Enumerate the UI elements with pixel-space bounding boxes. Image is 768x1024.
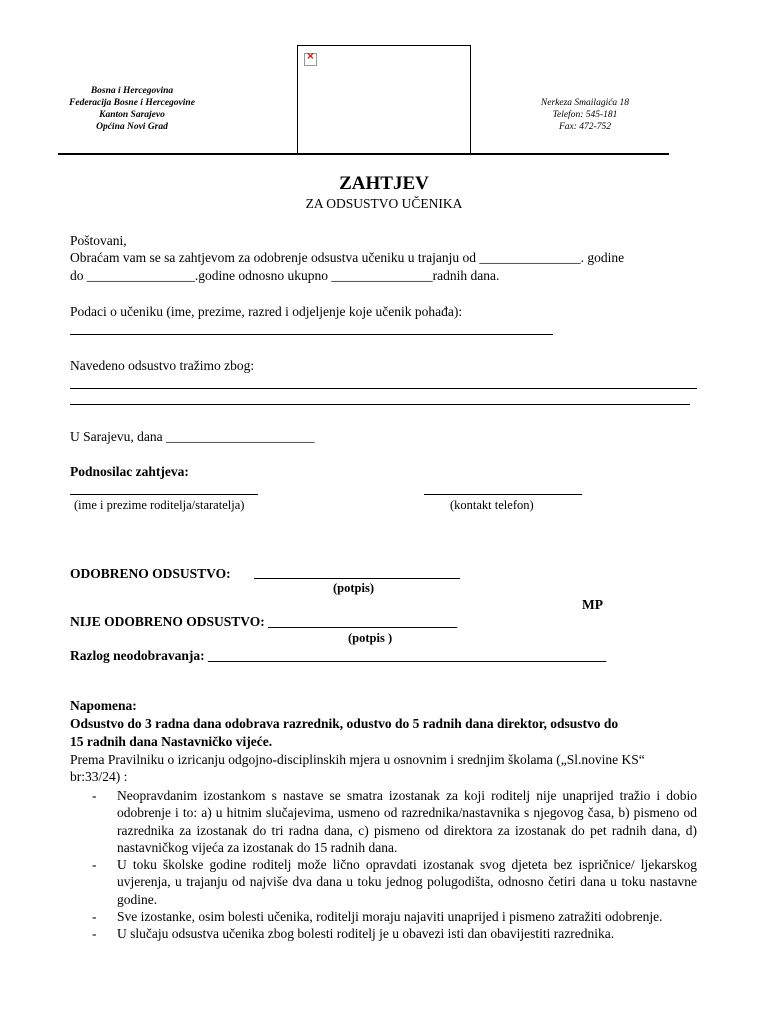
applicant-name-field[interactable] [70,494,258,495]
stamp-placeholder: MP [582,597,603,612]
fax-line: Fax: 472-752 [559,122,611,132]
list-item-text: Sve izostanke, osim bolesti učenika, roditelji moraju najaviti unaprijed i pismeno zatražiti odobrenje. [117,909,663,925]
regulation-line-2: br:33/24) : [70,769,128,784]
bullet-dash: - [92,857,97,873]
reason-label: Navedeno odsustvo tražimo zbog: [70,358,255,373]
signature-caption-1: (potpis) [333,581,374,595]
document-subtitle: ZA ODSUSTVO UČENIKA [305,196,463,211]
bullet-dash: - [92,926,97,942]
place-date-line: U Sarajevu, dana ______________________ [70,429,315,444]
approved-signature-field[interactable] [254,578,460,579]
reason-field-line-1[interactable] [70,388,697,389]
reason-field-line-2[interactable] [70,404,690,405]
applicant-label: Podnosilac zahtjeva: [70,464,189,479]
document-title: ZAHTJEV [339,173,429,194]
list-item-text: U toku školske godine roditelj može lično opravdati izostanak svog djeteta bez ispričnice/ ljekarskog uvjerenja, u trajanju od najviše dva dana u toku jednog polugodišta, odnosno četiri dana u toku nastavne godine. [117,857,697,907]
logo-frame [297,45,471,154]
note-bold-line-1: Odsustvo do 3 radna dana odobrava razrednik, odustvo do 5 radnih dana direktor, odsustvo do [70,716,619,731]
institution-line: Bosna i Hercegovina [90,86,174,96]
list-item-text: Neopravdanim izostankom s nastave se smatra izostanak za koji roditelj nije unaprijed tražio i dobio odobrenje i to: a) u hitnim slučajevima, usmeno od razrednika/nastavnika s njegovog časa, b) pismeno od razrednika za izostanak do tri radna dana, c) pismeno od direktora za izostanak do pet radnih dana, d) nastavničkog vijeća za izostanak do 15 radnih dana. [117,788,697,855]
list-item [92,787,697,856]
note-bold-line-2: 15 radnih dana Nastavničko vijeće. [70,734,273,749]
request-line-1: Obraćam vam se sa zahtjevom za odobrenje odsustva učeniku u trajanju od _______________. godine [70,250,625,265]
rules-list [92,787,697,943]
list-item [92,908,697,925]
approved-label: ODOBRENO ODSUSTVO: [70,566,231,581]
signature-caption-2: (potpis ) [348,631,393,645]
applicant-name-caption: (ime i prezime roditelja/staratelja) [74,498,245,512]
address-line: Nerkeza Smailagića 18 [540,98,630,108]
list-item-text: U slučaju odsustva učenika zbog bolesti roditelj je u obavezi isti dan obavijestiti razrednika. [117,926,615,942]
bullet-dash: - [92,909,97,925]
request-line-2: do ________________.godine odnosno ukupno _______________radnih dana. [70,268,500,283]
student-data-field[interactable] [70,334,553,335]
regulation-line-1: Prema Pravilniku o izricanju odgojno-disciplinskih mjera u osnovnim i srednjim školama („Sl.novine KS“ [70,752,645,767]
list-item [92,856,697,908]
contact-block [520,97,650,133]
institution-line: Federacija Bosne i Hercegovine [69,98,195,108]
header-divider [58,153,669,155]
note-heading: Napomena: [70,698,137,713]
list-item [92,925,697,942]
phone-line: Telefon: 545-181 [552,110,618,120]
broken-image-icon: × [304,53,317,66]
institution-block [58,85,206,133]
not-approved-line: NIJE ODOBRENO ODSUSTVO: ____________________________ [70,614,458,629]
contact-phone-field[interactable] [424,494,582,495]
student-data-label: Podaci o učeniku (ime, prezime, razred i odjeljenje koje učenik pohađa): [70,304,463,319]
salutation: Poštovani, [70,233,127,248]
refusal-reason-line: Razlog neodobravanja: ___________________________________________________________ [70,648,607,663]
contact-phone-caption: (kontakt telefon) [450,498,534,512]
institution-line: Kanton Sarajevo [99,110,165,120]
bullet-dash: - [92,788,97,803]
institution-line: Općina Novi Grad [96,122,168,132]
